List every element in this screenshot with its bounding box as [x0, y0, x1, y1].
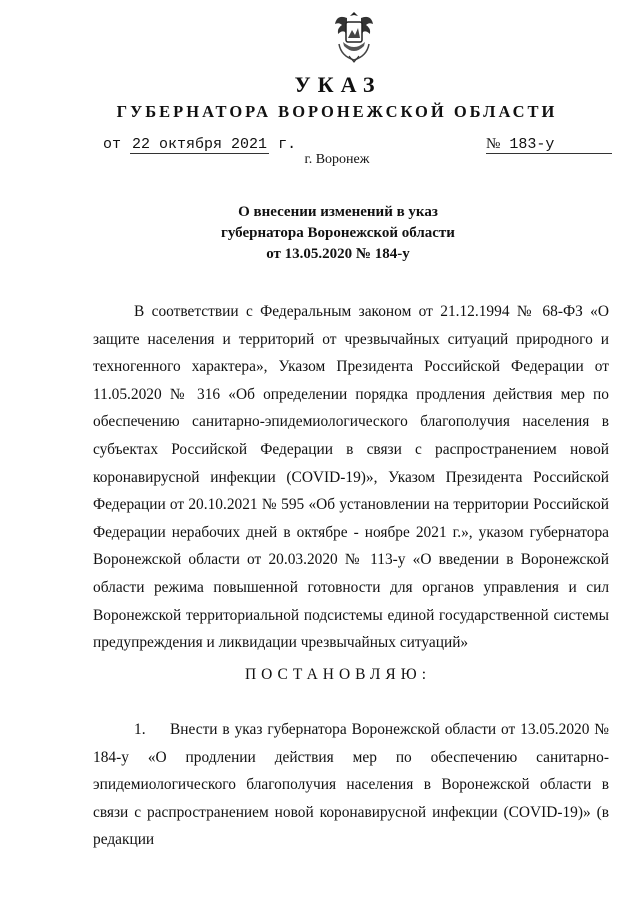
date-value: 22 октября 2021 [132, 136, 268, 153]
document-issuer: ГУБЕРНАТОРА ВОРОНЕЖСКОЙ ОБЛАСТИ [116, 102, 558, 121]
document-subject [0, 202, 640, 265]
resolve-heading: ПОСТАНОВЛЯЮ: [244, 666, 432, 683]
subject-line: О внесении изменений в указ [238, 204, 438, 220]
city: г. Воронеж [304, 152, 370, 167]
document-date [103, 136, 296, 153]
date-prefix: от [103, 136, 122, 153]
preamble [93, 298, 609, 657]
preamble-paragraph: В соответствии с Федеральным законом от 21.12.1994 № 68-ФЗ «О защите населения и территорий от чрезвычайных ситуаций природного и техногенного характера», Указом Президента Российской Федерации от 11.05.2020 № 316 «Об определении порядка продления действия мер по обеспечению санитарно-эпидемиологического благополучия населения в субъектах Российской Федерации в связи с распространением новой коронавирусной инфекции (COVID-19)», Указом Президента Российской Федерации от 20.10.2021 № 595 «Об установлении на территории Российской Федерации нерабочих дней в октябре - ноябре 2021 г.», указом губернатора Воронежской области от 20.03.2020 № 113-у «О введении в Воронежской области режима повышенной готовности для органов управления и сил Воронежской территориальной подсистемы единой государственной системы предупреждения и ликвидации чрезвычайных ситуаций» [93, 303, 609, 652]
list-item [93, 716, 609, 854]
number-value: 183-у [509, 136, 555, 153]
item-text: Внести в указ губернатора Воронежской области от 13.05.2020 № 184-у «О продлении действия мер по обеспечению санитарно-эпидемиологического благополучия населения в Воронежской области в связи с распространением новой коронавирусной инфекции (COVID-19)» (в редакции [93, 721, 609, 849]
number-sign: № [486, 136, 501, 152]
document-title: УКАЗ [294, 72, 382, 97]
item-paragraph [93, 716, 609, 854]
date-suffix: г. [278, 136, 297, 153]
item-number: 1. [134, 721, 146, 738]
coat-of-arms-emblem [331, 8, 377, 64]
subject-line: губернатора Воронежской области [221, 225, 455, 241]
subject-line: от 13.05.2020 № 184-у [266, 246, 410, 262]
